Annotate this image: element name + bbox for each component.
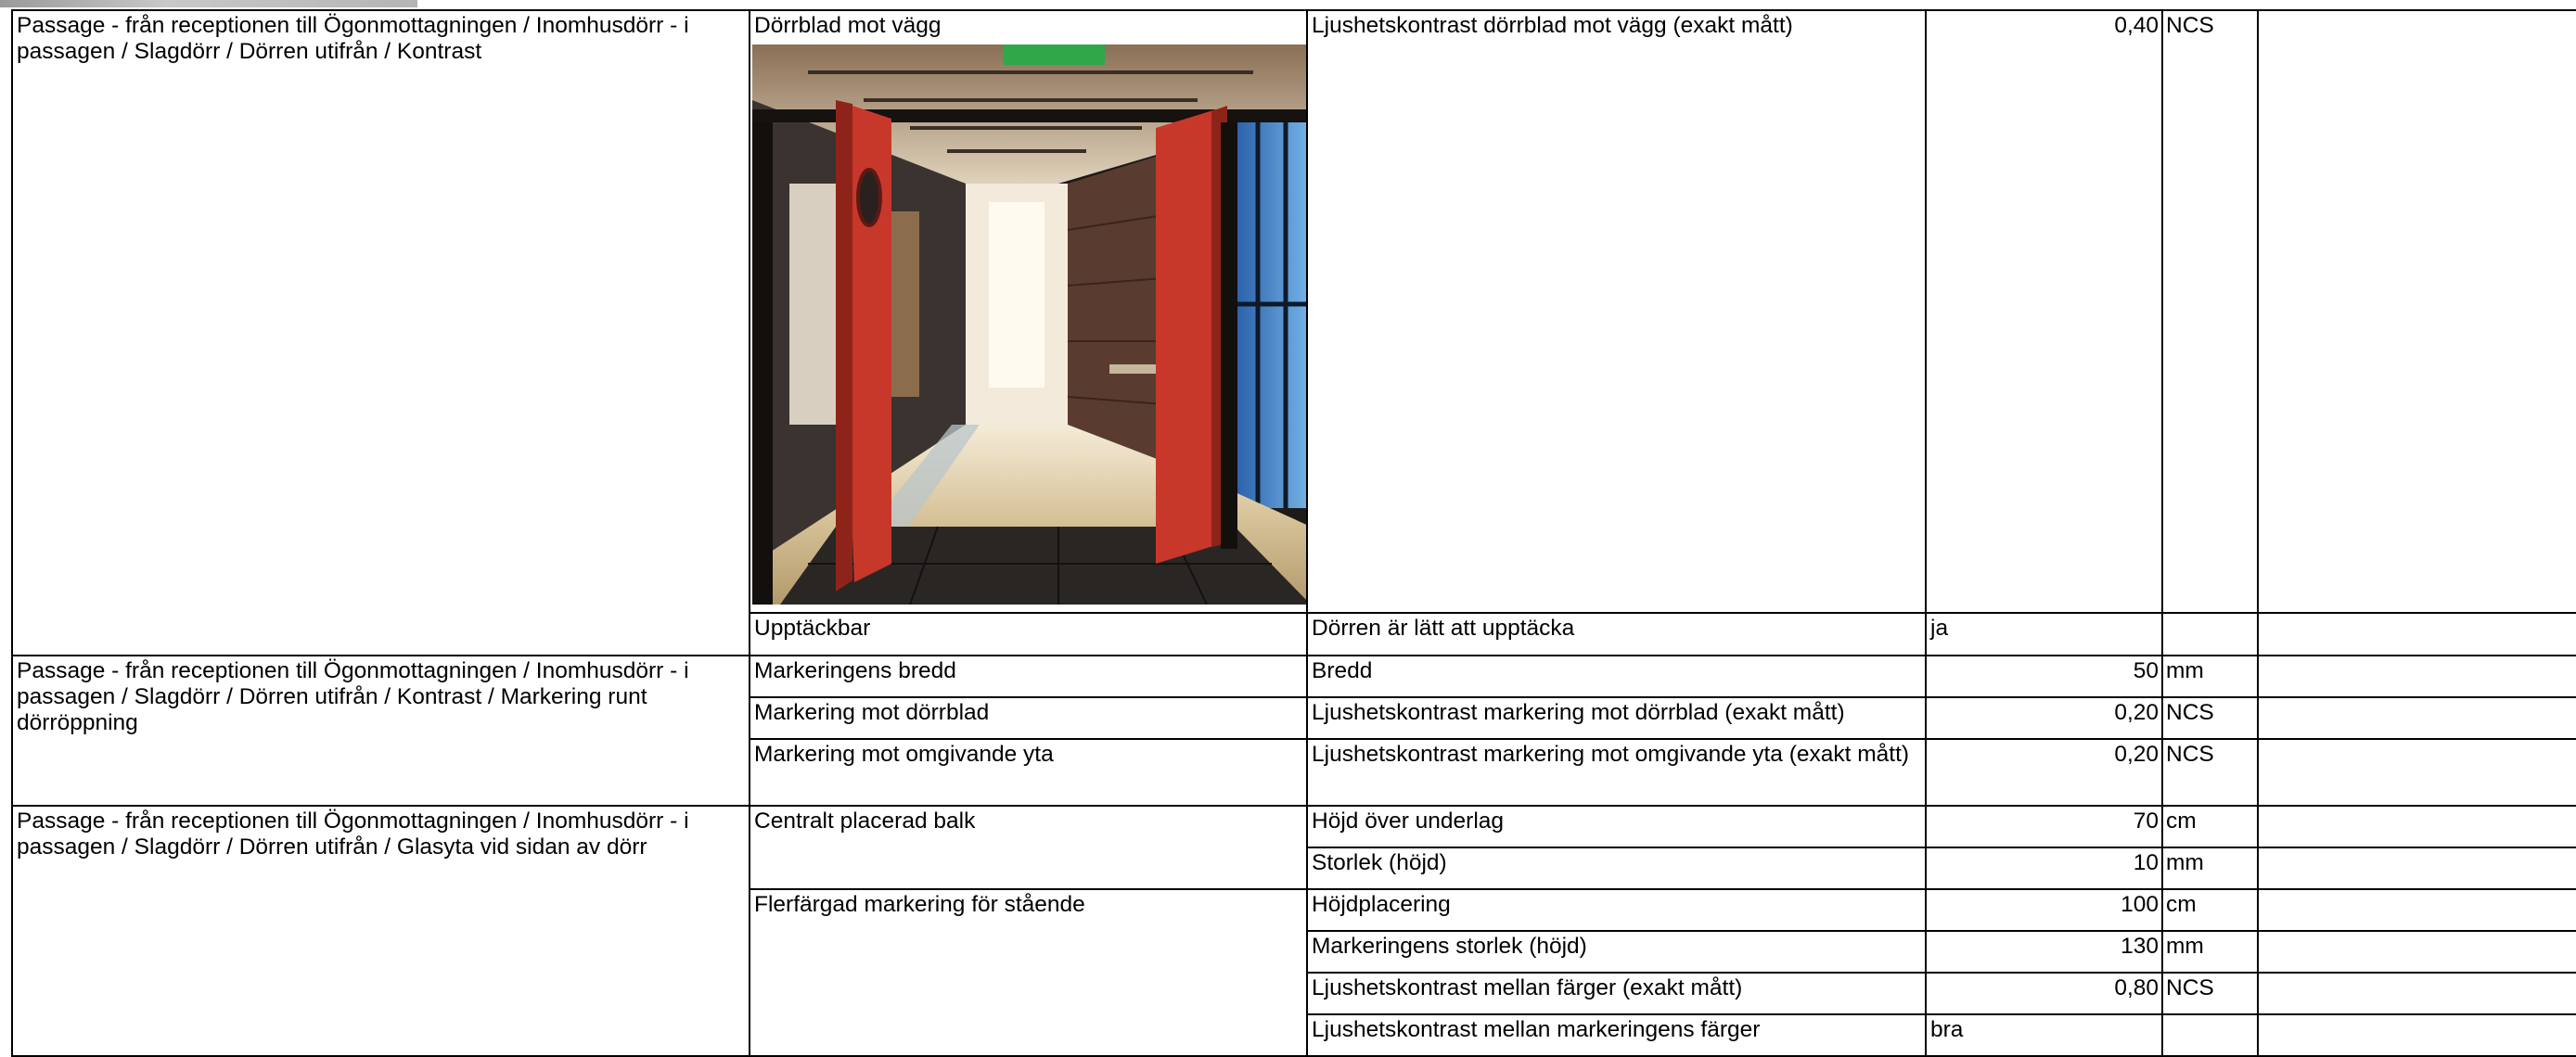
property-cell: Ljushetskontrast dörrblad mot vägg (exakt mått) [1307, 10, 1926, 613]
property-cell: Ljushetskontrast markering mot dörrblad (exakt mått) [1307, 697, 1926, 739]
comment-cell [2258, 10, 2576, 613]
property-cell: Höjd över underlag [1307, 806, 1926, 847]
comment-cell [2258, 889, 2576, 931]
object-cell [750, 10, 1307, 613]
object-cell: Flerfärgad markering för stående [750, 889, 1307, 1056]
object-cell: Centralt placerad balk [750, 806, 1307, 889]
unit-cell [2162, 1014, 2258, 1056]
top-edge-strip [0, 0, 417, 7]
exit-sign [1003, 45, 1105, 65]
value-cell: 130 [1926, 931, 2162, 973]
unit-cell: cm [2162, 806, 2258, 847]
value-cell: ja [1926, 613, 2162, 656]
inventory-table [11, 9, 2576, 1057]
table-row [12, 656, 2576, 697]
table-row [12, 10, 2576, 613]
section-path-cell: Passage - från receptionen till Ögonmottagningen / Inomhusdörr - i passagen / Slagdörr / Dörren utifrån / Kontrast / Markering runt dörröppning [12, 656, 750, 806]
comment-cell [2258, 613, 2576, 656]
section-path-cell: Passage - från receptionen till Ögonmottagningen / Inomhusdörr - i passagen / Slagdörr / Dörren utifrån / Kontrast [12, 10, 750, 656]
comment-cell [2258, 697, 2576, 739]
door-photo [752, 45, 1307, 605]
object-cell: Markering mot omgivande yta [750, 739, 1307, 806]
unit-cell: NCS [2162, 973, 2258, 1014]
object-cell: Markeringens bredd [750, 656, 1307, 697]
property-cell: Dörren är lätt att upptäcka [1307, 613, 1926, 656]
comment-cell [2258, 847, 2576, 889]
value-cell: 70 [1926, 806, 2162, 847]
unit-cell: mm [2162, 931, 2258, 973]
object-label: Dörrblad mot vägg [754, 13, 942, 38]
property-cell: Ljushetskontrast mellan färger (exakt mått) [1307, 973, 1926, 1014]
unit-cell: NCS [2162, 697, 2258, 739]
property-cell: Markeringens storlek (höjd) [1307, 931, 1926, 973]
unit-cell: mm [2162, 847, 2258, 889]
value-cell: 0,20 [1926, 697, 2162, 739]
unit-cell [2162, 613, 2258, 656]
unit-cell: cm [2162, 889, 2258, 931]
comment-cell [2258, 806, 2576, 847]
comment-cell [2258, 931, 2576, 973]
value-cell: 100 [1926, 889, 2162, 931]
unit-cell: mm [2162, 656, 2258, 697]
comment-cell [2258, 739, 2576, 806]
value-cell: 0,80 [1926, 973, 2162, 1014]
property-cell: Ljushetskontrast mellan markeringens färger [1307, 1014, 1926, 1056]
value-cell: 50 [1926, 656, 2162, 697]
property-cell: Ljushetskontrast markering mot omgivande yta (exakt mått) [1307, 739, 1926, 806]
comment-cell [2258, 973, 2576, 1014]
property-cell: Storlek (höjd) [1307, 847, 1926, 889]
comment-cell [2258, 1014, 2576, 1056]
object-cell: Markering mot dörrblad [750, 697, 1307, 739]
property-cell: Höjdplacering [1307, 889, 1926, 931]
property-cell: Bredd [1307, 656, 1926, 697]
table-row [12, 806, 2576, 847]
comment-cell [2258, 656, 2576, 697]
section-path-cell: Passage - från receptionen till Ögonmottagningen / Inomhusdörr - i passagen / Slagdörr / Dörren utifrån / Glasyta vid sidan av dörr [12, 806, 750, 1056]
object-cell: Upptäckbar [750, 613, 1307, 656]
unit-cell: NCS [2162, 739, 2258, 806]
unit-cell: NCS [2162, 10, 2258, 613]
value-cell: 0,40 [1926, 10, 2162, 613]
right-door [1156, 109, 1216, 564]
value-cell: bra [1926, 1014, 2162, 1056]
value-cell: 10 [1926, 847, 2162, 889]
value-cell: 0,20 [1926, 739, 2162, 806]
